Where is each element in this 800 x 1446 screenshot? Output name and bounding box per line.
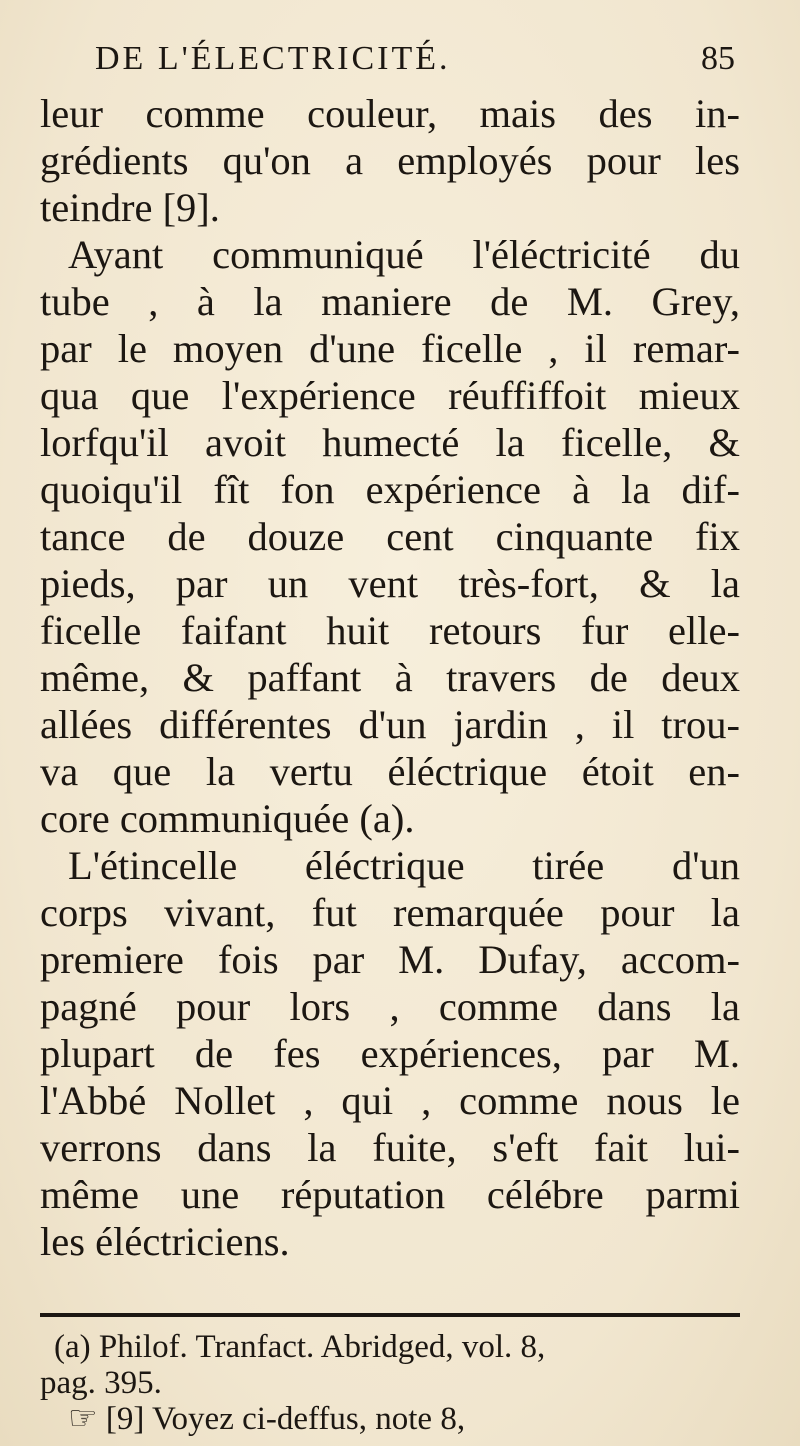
- text-line: leur comme couleur, mais des in-: [40, 91, 740, 136]
- footnote-line: pag. 395.: [40, 1365, 162, 1401]
- text-line: va que la vertu éléctrique étoit en-: [40, 749, 740, 794]
- footnotes: [40, 1329, 760, 1437]
- text-line: verrons dans la fuite, s'eft fait lui-: [40, 1125, 740, 1170]
- text-line: L'étincelle éléctrique tirée d'un: [68, 843, 740, 888]
- text-line: même, & paffant à travers de deux: [40, 655, 740, 700]
- text-line: quoiqu'il fît fon expérience à la dif-: [40, 467, 740, 512]
- text-line: lorfqu'il avoit humecté la ficelle, &: [40, 420, 740, 465]
- footnote-line: (a) Philof. Tranfact. Abridged, vol. 8,: [54, 1329, 546, 1365]
- running-head-title: DE L'ÉLECTRICITÉ.: [95, 40, 451, 77]
- page-number: 85: [701, 40, 735, 77]
- text-line: l'Abbé Nollet , qui , comme nous le: [40, 1078, 740, 1123]
- running-head: [95, 40, 735, 90]
- text-line: allées différentes d'un jardin , il trou-: [40, 702, 740, 747]
- text-line: grédients qu'on a employés pour les: [40, 138, 740, 183]
- body-text: [40, 90, 760, 1265]
- footnote-rule: [40, 1313, 740, 1317]
- text-line: ficelle faifant huit retours fur elle-: [40, 608, 740, 653]
- footnote-line: ☞ [9] Voyez ci-deffus, note 8,: [68, 1401, 466, 1437]
- text-line: tube , à la maniere de M. Grey,: [40, 279, 740, 324]
- text-line: tance de douze cent cinquante fix: [40, 514, 740, 559]
- text-line: pieds, par un vent très-fort, & la: [40, 561, 740, 606]
- text-line: teindre [9].: [40, 185, 220, 230]
- text-line: les éléctriciens.: [40, 1219, 290, 1264]
- text-line: plupart de fes expériences, par M.: [40, 1031, 740, 1076]
- text-line: corps vivant, fut remarquée pour la: [40, 890, 740, 935]
- text-line: qua que l'expérience réuffiffoit mieux: [40, 373, 740, 418]
- text-line: par le moyen d'une ficelle , il remar-: [40, 326, 740, 371]
- text-line: premiere fois par M. Dufay, accom-: [40, 937, 740, 982]
- text-line: Ayant communiqué l'éléctricité du: [68, 232, 740, 277]
- text-line: pagné pour lors , comme dans la: [40, 984, 740, 1029]
- text-line: même une réputation célébre parmi: [40, 1172, 740, 1217]
- text-line: core communiquée (a).: [40, 796, 415, 841]
